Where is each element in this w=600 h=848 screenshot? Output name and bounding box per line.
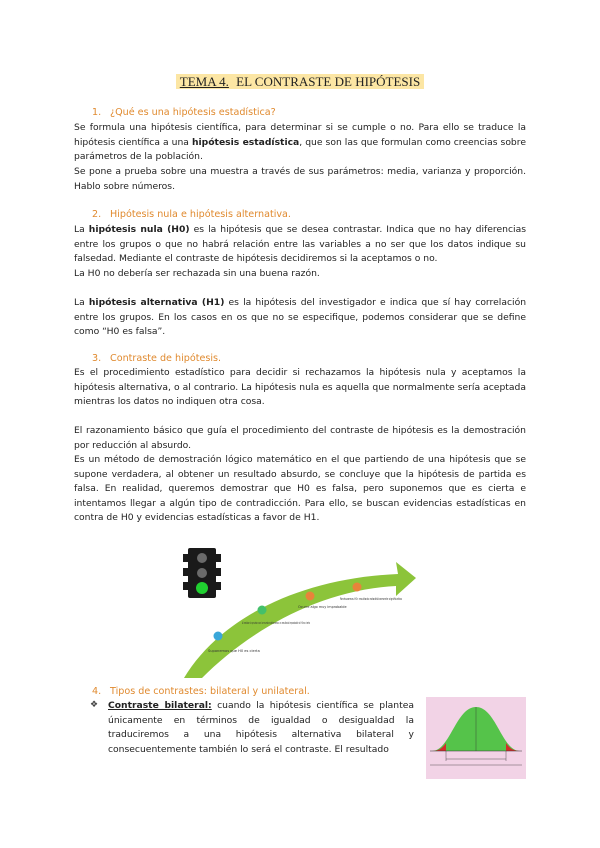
stage-1-dot	[214, 632, 223, 641]
stage-4-label: Rechazamos H0: resultado estadísticamente significativo	[340, 597, 403, 601]
process-arrow	[184, 562, 416, 678]
stage-2-dot	[258, 606, 267, 615]
title-text: EL CONTRASTE DE HIPÓTESIS	[232, 74, 421, 89]
stage-4-dot	[353, 583, 362, 592]
section-1-paragraph-2: Se pone a prueba sobre una muestra a través de sus parámetros: media, varianza y proporción. Hablo sobre números.	[74, 166, 526, 192]
stage-2-label: Al realizar la prueba con la muestra obtenemos un resultado improbable si H0 es cierta	[242, 621, 311, 625]
hypothesis-process-figure	[180, 548, 420, 680]
section-2-heading: 2. Hipótesis nula e hipótesis alternativa.	[92, 209, 291, 220]
section-1-heading: 1. ¿Qué es una hipótesis estadística?	[92, 107, 276, 118]
section-3-paragraph-1: Es el procedimiento estadístico para decidir si rechazamos la hipótesis nula y aceptamos la hipótesis alternativa, o al contrario. La hipótesis nula es aquella que normalmente sería aceptada mientras los datos no indiquen otra cosa.	[74, 367, 526, 408]
section-3-heading: 3. Contraste de hipótesis.	[92, 353, 222, 364]
stage-3-label: Ocurre algo muy improbable	[298, 605, 347, 609]
diamond-bullet-icon: ❖	[90, 700, 99, 710]
section-4-heading: 4. Tipos de contrastes: bilateral y unilateral.	[92, 686, 310, 697]
stage-1-label: Suponemos que H0 es cierta	[208, 649, 260, 653]
section-2-paragraph-1: La hipótesis nula (H0) es la hipótesis que se desea contrastar. Indica que no hay diferencias entre los grupos o que no habrá relación entre las variables a no ser que los datos indique su falsedad. Mediante el contraste de hipótesis decidiremos si la aceptamos o no.	[74, 224, 526, 265]
title-tema: TEMA 4.	[179, 74, 229, 89]
section-3-paragraph-2: El razonamiento básico que guía el procedimiento del contraste de hipótesis es la demostración por reducción al absurdo.	[74, 425, 526, 451]
section-2-paragraph-2: La H0 no debería ser rechazada sin una buena razón.	[74, 268, 320, 279]
page-title	[0, 74, 600, 90]
bilateral-normal-curve-image	[426, 697, 526, 779]
bilateral-paragraph: Contraste bilateral: cuando la hipótesis científica se plantea únicamente en términos de igualdad o desigualdad la traduciremos a una hipótesis alternativa bilateral y consecuentemente también lo será el contraste. El resultado	[108, 700, 414, 755]
section-2-paragraph-3: La hipótesis alternativa (H1) es la hipótesis del investigador e indica que sí hay correlación entre los grupos. En los casos en os que no se especifique, podemos considerar que se define como “H0 es falsa”.	[74, 297, 527, 338]
section-3-paragraph-3: Es un método de demostración lógico matemático en el que partiendo de una hipótesis que se supone verdadera, al obtener un resultado absurdo, se concluye que la hipótesis de partida es falsa. En realidad, queremos demostrar que H0 es falsa, pero suponemos que es cierta e intentamos llegar a algún tipo de contradicción. Para ello, se buscan evidencias estadísticas en contra de H0 y evidencias estadísticas a favor de H1.	[74, 454, 526, 524]
section-1-paragraph-1: Se formula una hipótesis científica, para determinar si se cumple o no. Para ello se traduce la hipótesis científica a una hipótesis estadística, que son las que formulan como creencias sobre parámetros de la población.	[74, 122, 526, 163]
traffic-light-icon	[183, 548, 221, 598]
stage-3-dot	[306, 592, 315, 601]
